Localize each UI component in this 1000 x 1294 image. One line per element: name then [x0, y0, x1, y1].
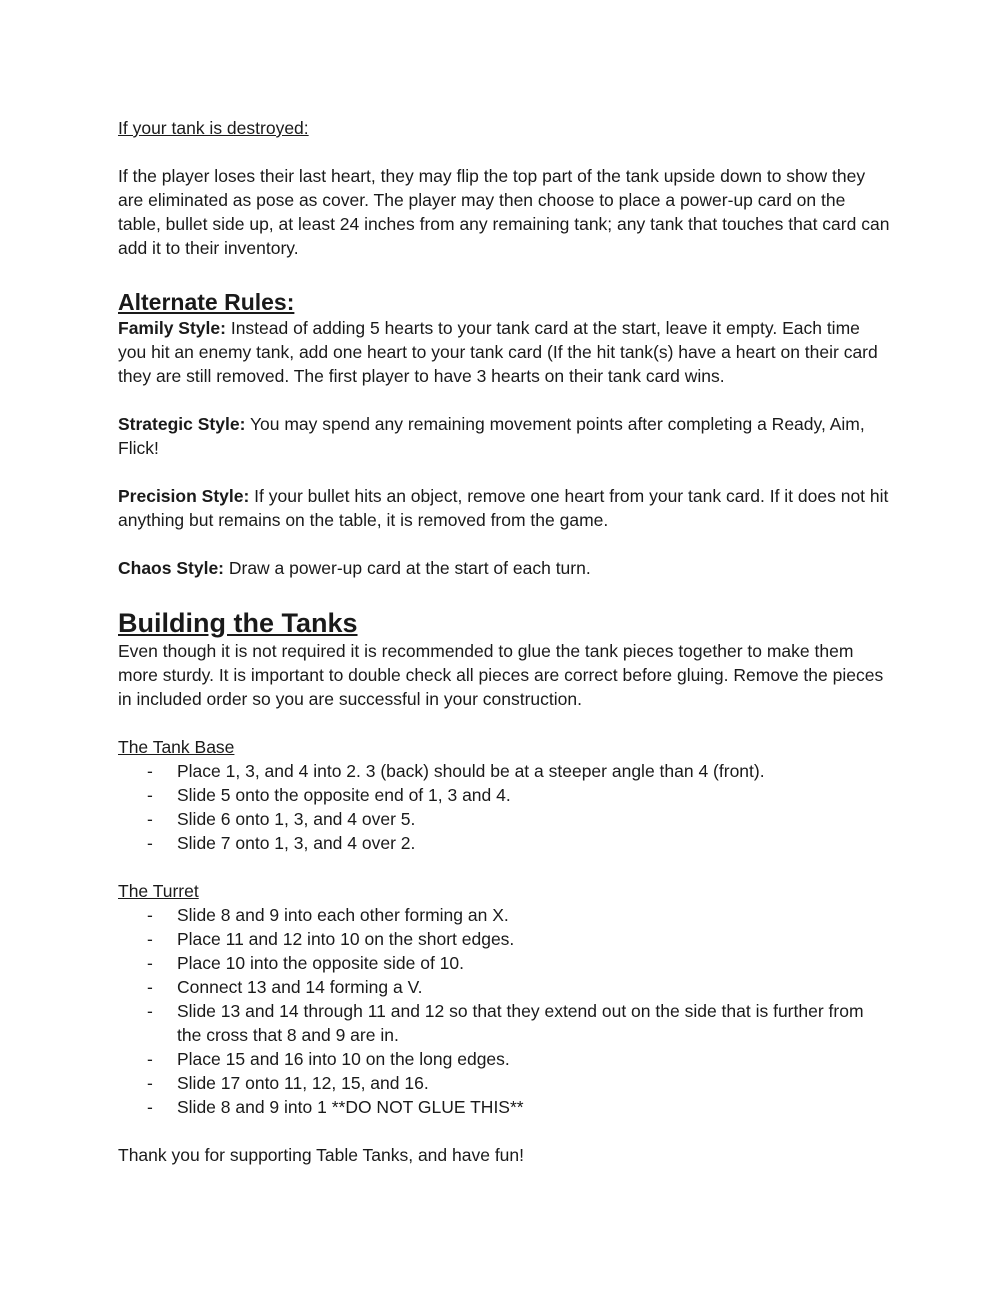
- list-item: [118, 807, 890, 831]
- precision-style-text: If your bullet hits an object, remove one heart from your tank card. If it does not hit anything but remains on the table, it is removed from the game.: [118, 486, 889, 530]
- list-item-text: Place 11 and 12 into 10 on the short edges.: [177, 929, 515, 949]
- list-bullet: -: [147, 809, 153, 829]
- list-bullet: -: [147, 833, 153, 853]
- list-item-text: Place 1, 3, and 4 into 2. 3 (back) should be at a steeper angle than 4 (front).: [177, 761, 765, 781]
- list-item: [118, 975, 890, 999]
- list-item-text: Connect 13 and 14 forming a V.: [177, 977, 423, 997]
- list-item: [118, 759, 890, 783]
- tank-base-steps-list: [118, 759, 890, 855]
- chaos-style-label: Chaos Style:: [118, 558, 224, 578]
- list-item-text: Slide 8 and 9 into each other forming an X.: [177, 905, 509, 925]
- building-tanks-heading: Building the Tanks: [118, 608, 358, 638]
- precision-style-label: Precision Style:: [118, 486, 250, 506]
- turret-steps-list: [118, 903, 890, 1119]
- list-bullet: -: [147, 1049, 153, 1069]
- list-item-text: Slide 8 and 9 into 1 **DO NOT GLUE THIS**: [177, 1097, 524, 1117]
- list-bullet: -: [147, 1073, 153, 1093]
- closing-line: Thank you for supporting Table Tanks, and have fun!: [118, 1145, 525, 1165]
- list-item: [118, 999, 890, 1047]
- list-item: [118, 951, 890, 975]
- list-item: [118, 1047, 890, 1071]
- building-intro-paragraph: Even though it is not required it is recommended to glue the tank pieces together to make them more sturdy. It is important to double check all pieces are correct before gluing. Remove the pieces in included order so you are successful in your construction.: [118, 641, 884, 709]
- family-style-label: Family Style:: [118, 318, 226, 338]
- list-item-text: Slide 6 onto 1, 3, and 4 over 5.: [177, 809, 416, 829]
- list-bullet: -: [147, 953, 153, 973]
- alternate-rules-heading: Alternate Rules:: [118, 289, 295, 315]
- list-item: [118, 927, 890, 951]
- list-item: [118, 903, 890, 927]
- list-bullet: -: [147, 761, 153, 781]
- destroyed-paragraph: If the player loses their last heart, they may flip the top part of the tank upside down to show they are eliminated as pose as cover. The player may then choose to place a power-up card on the table, bullet side up, at least 24 inches from any remaining tank; any tank that touches that card can add it to their inventory.: [118, 166, 890, 258]
- strategic-style-label: Strategic Style:: [118, 414, 246, 434]
- precision-style-paragraph: [118, 484, 890, 532]
- list-bullet: -: [147, 785, 153, 805]
- destroyed-heading: If your tank is destroyed:: [118, 118, 309, 138]
- strategic-style-text: You may spend any remaining movement points after completing a Ready, Aim, Flick!: [118, 414, 865, 458]
- family-style-paragraph: [118, 316, 890, 388]
- list-bullet: -: [147, 1001, 153, 1021]
- list-item: [118, 1095, 890, 1119]
- list-item-text: Slide 7 onto 1, 3, and 4 over 2.: [177, 833, 416, 853]
- list-item-text: Slide 17 onto 11, 12, 15, and 16.: [177, 1073, 429, 1093]
- family-style-text: Instead of adding 5 hearts to your tank card at the start, leave it empty. Each time you hit an enemy tank, add one heart to your tank card (If the hit tank(s) have a heart on their card they are still removed. The first player to have 3 hearts on their tank card wins.: [118, 318, 878, 386]
- list-bullet: -: [147, 929, 153, 949]
- strategic-style-paragraph: [118, 412, 890, 460]
- list-item-text: Slide 13 and 14 through 11 and 12 so that they extend out on the side that is further from the cross that 8 and 9 are in.: [177, 1001, 864, 1045]
- list-item: [118, 831, 890, 855]
- list-item-text: Place 10 into the opposite side of 10.: [177, 953, 465, 973]
- list-item: [118, 783, 890, 807]
- list-item-text: Place 15 and 16 into 10 on the long edges.: [177, 1049, 510, 1069]
- turret-heading: The Turret: [118, 881, 199, 901]
- chaos-style-text: Draw a power-up card at the start of each turn.: [224, 558, 591, 578]
- list-bullet: -: [147, 1097, 153, 1117]
- list-bullet: -: [147, 905, 153, 925]
- list-item: [118, 1071, 890, 1095]
- chaos-style-paragraph: [118, 556, 890, 580]
- tank-base-heading: The Tank Base: [118, 737, 235, 757]
- list-item-text: Slide 5 onto the opposite end of 1, 3 and 4.: [177, 785, 511, 805]
- list-bullet: -: [147, 977, 153, 997]
